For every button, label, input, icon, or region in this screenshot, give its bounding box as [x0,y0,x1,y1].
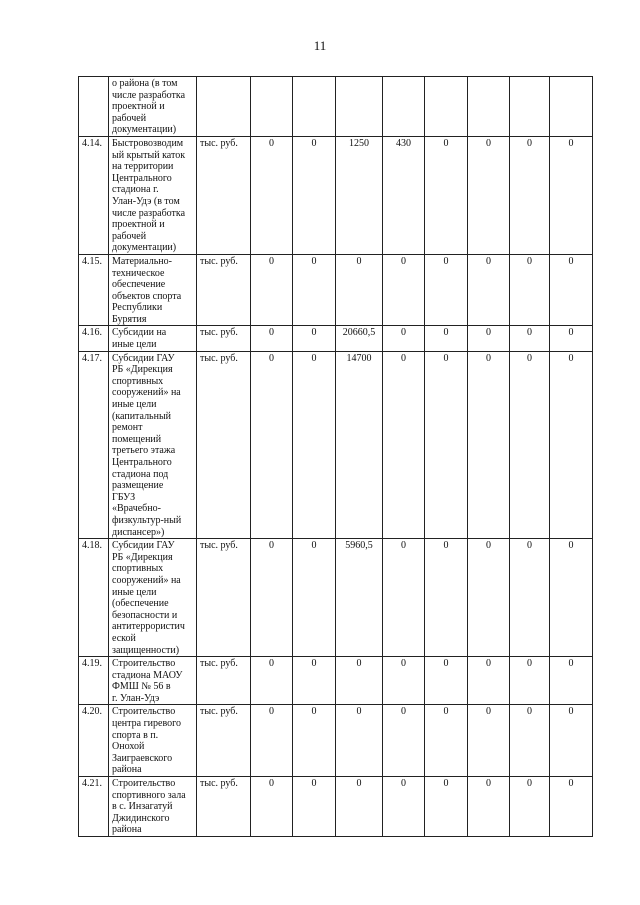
value-cell: 0 [251,657,293,705]
value-cell: 0 [383,254,425,326]
value-cell: 0 [251,705,293,777]
value-cell: 0 [550,539,593,657]
page-number: 11 [313,38,327,53]
value-cell: 0 [550,657,593,705]
row-unit: тыс. руб. [197,136,251,254]
value-cell: 0 [425,657,468,705]
row-name: Строительство спортивного зала в с. Инзагатуй Джидинского района [109,777,197,837]
value-cell: 0 [336,657,383,705]
row-unit: тыс. руб. [197,326,251,351]
value-cell: 20660,5 [336,326,383,351]
value-cell: 0 [293,326,336,351]
value-cell: 0 [251,254,293,326]
value-cell [383,77,425,137]
table-row [79,657,593,705]
budget-table [78,76,593,837]
table-row [79,136,593,254]
value-cell [550,77,593,137]
value-cell: 0 [468,539,510,657]
value-cell: 1250 [336,136,383,254]
value-cell: 0 [510,351,550,539]
value-cell: 0 [383,351,425,539]
row-unit: тыс. руб. [197,657,251,705]
value-cell: 0 [425,136,468,254]
value-cell [468,77,510,137]
table-row [79,539,593,657]
row-number [79,77,109,137]
row-name: Строительство стадиона МАОУ ФМШ № 56 в г. Улан-Удэ [109,657,197,705]
value-cell: 0 [550,777,593,837]
value-cell: 0 [336,254,383,326]
value-cell: 0 [550,326,593,351]
value-cell: 0 [510,705,550,777]
row-unit: тыс. руб. [197,539,251,657]
value-cell: 0 [425,254,468,326]
value-cell: 0 [251,326,293,351]
value-cell: 0 [425,539,468,657]
value-cell: 0 [550,351,593,539]
value-cell: 0 [293,657,336,705]
row-number: 4.20. [79,705,109,777]
row-unit: тыс. руб. [197,351,251,539]
value-cell: 0 [425,705,468,777]
value-cell: 0 [293,136,336,254]
value-cell: 0 [293,705,336,777]
row-number: 4.19. [79,657,109,705]
value-cell: 5960,5 [336,539,383,657]
value-cell: 0 [293,254,336,326]
value-cell: 0 [383,777,425,837]
row-name: Субсидии ГАУ РБ «Дирекция спортивных сооружений» на иные цели (обеспечение безопасности и антитеррористич еской защищенности) [109,539,197,657]
value-cell: 0 [468,326,510,351]
row-name: Субсидии ГАУ РБ «Дирекция спортивных сооружений» на иные цели (капитальный ремонт помещений третьего этажа Центрального стадиона под размещение ГБУЗ «Врачебно- физкультур-ный диспансер») [109,351,197,539]
row-number: 4.18. [79,539,109,657]
value-cell: 430 [383,136,425,254]
value-cell [425,77,468,137]
row-name: о района (в том числе разработка проектной и рабочей документации) [109,77,197,137]
value-cell: 0 [251,136,293,254]
value-cell: 0 [510,777,550,837]
value-cell [251,77,293,137]
value-cell: 0 [425,326,468,351]
row-number: 4.15. [79,254,109,326]
row-unit: тыс. руб. [197,705,251,777]
value-cell: 0 [336,777,383,837]
row-number: 4.21. [79,777,109,837]
row-name: Материально- техническое обеспечение объектов спорта Республики Бурятия [109,254,197,326]
value-cell: 0 [468,254,510,326]
value-cell: 0 [468,351,510,539]
value-cell: 0 [251,539,293,657]
value-cell: 0 [293,777,336,837]
value-cell: 0 [336,705,383,777]
value-cell: 0 [383,326,425,351]
row-name: Строительство центра гиревого спорта в п. Онохой Заиграевского района [109,705,197,777]
value-cell: 0 [550,254,593,326]
value-cell: 0 [383,705,425,777]
row-number: 4.14. [79,136,109,254]
row-name: Субсидии на иные цели [109,326,197,351]
value-cell: 0 [510,136,550,254]
value-cell [336,77,383,137]
table-row [79,705,593,777]
value-cell: 0 [468,705,510,777]
row-number: 4.17. [79,351,109,539]
value-cell: 0 [468,136,510,254]
row-unit [197,77,251,137]
table-row [79,254,593,326]
value-cell: 0 [383,657,425,705]
value-cell: 0 [468,777,510,837]
value-cell: 0 [510,657,550,705]
value-cell [510,77,550,137]
value-cell: 0 [383,539,425,657]
value-cell: 0 [510,254,550,326]
value-cell: 0 [550,136,593,254]
table-row [79,326,593,351]
table-row [79,777,593,837]
value-cell: 0 [293,351,336,539]
table-row [79,77,593,137]
value-cell [293,77,336,137]
value-cell: 0 [251,777,293,837]
table-row [79,351,593,539]
value-cell: 0 [251,351,293,539]
row-unit: тыс. руб. [197,254,251,326]
row-unit: тыс. руб. [197,777,251,837]
row-number: 4.16. [79,326,109,351]
value-cell: 14700 [336,351,383,539]
value-cell: 0 [468,657,510,705]
row-name: Быстровозводим ый крытый каток на территории Центрального стадиона г. Улан-Удэ (в том числе разработка проектной и рабочей документации) [109,136,197,254]
value-cell: 0 [510,326,550,351]
value-cell: 0 [510,539,550,657]
value-cell: 0 [293,539,336,657]
value-cell: 0 [425,777,468,837]
value-cell: 0 [425,351,468,539]
value-cell: 0 [550,705,593,777]
